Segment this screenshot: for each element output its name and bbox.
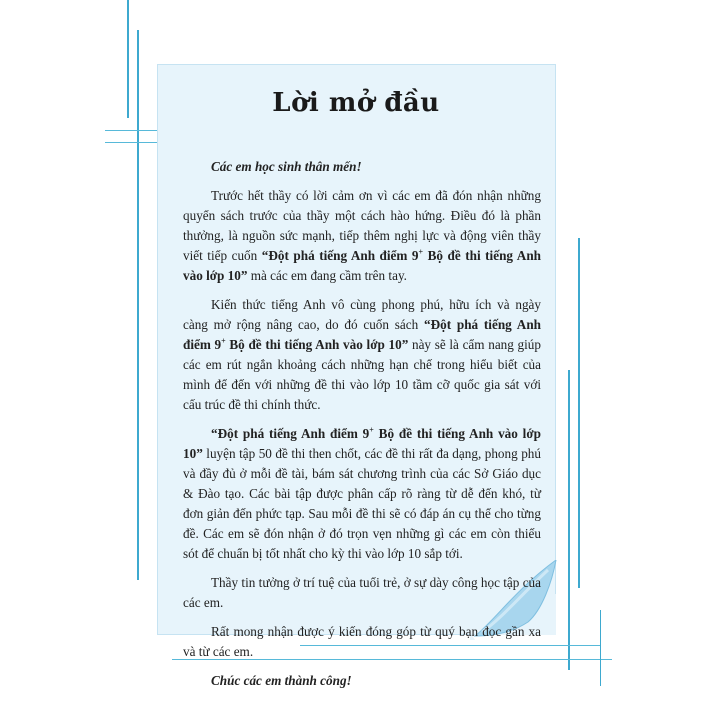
preface-body [183,157,541,700]
closing-line: Chúc các em thành công! [211,673,352,688]
paragraph-3-part-4: luyện tập 50 đề thi then chốt, các đề thi rất đa dạng, phong phú và đầy đủ ở mỗi đề tài, bám sát chương trình của các Sở Giáo dục & Đào tạo. Các bài tập được phân cấp rõ ràng từ dễ đến khó, từ đơn giản đến phức tạp. Sau mỗi đề thi sẽ có đáp án cụ thể cho từng đề. Các em sẽ đón nhận ở đó trọn vẹn những gì các em còn thiếu sót để chuẩn bị tốt nhất cho kỳ thi vào lớp 10 sắp tới. [183,446,541,561]
paragraph-2-part-5: này sẽ là cẩm nang giúp các em rút ngắn khoảng cách những hạn chế trong hiểu biết của mình để đến với những đề thi vào lớp 10 tầm cỡ quốc gia sát với cấu trúc đề thi chính thức. [183,337,541,412]
paragraph-2 [183,295,541,415]
paper-sheet-edge [555,64,556,594]
paragraph-4-part-1: Thầy tin tưởng ở trí tuệ của tuổi trẻ, ở sự dày công học tập của các em. [183,575,541,610]
salutation: Các em học sinh thân mến! [211,159,362,174]
paragraph-2-part-4: Bộ đề thi tiếng Anh vào lớp 10” [225,337,409,352]
frame-line-vertical-left-1 [127,0,129,118]
paragraph-1 [183,186,541,286]
paragraph-1-part-3: + [418,247,424,257]
paragraph-4 [183,573,541,613]
paragraph-2-part-3: + [221,336,226,346]
paragraph-5 [183,622,541,662]
paragraph-3 [183,424,541,564]
paragraph-1-part-2: “Đột phá tiếng Anh điểm 9 [261,248,419,263]
paragraph-2-part-2: “Đột phá tiếng Anh điểm 9 [183,317,541,352]
frame-line-vertical-right-2 [568,370,570,670]
paragraph-5-part-1: Rất mong nhận được ý kiến đóng góp từ quý bạn đọc gần xa và từ các em. [183,624,541,659]
paragraph-1-part-5: mà các em đang cầm trên tay. [247,268,407,283]
page-title: Lời mở đầu [272,88,440,118]
frame-line-vertical-left-2 [137,30,139,580]
frame-line-vertical-right-3 [600,610,601,686]
paragraph-1-part-4: Bộ đề thi tiếng Anh vào lớp 10” [183,248,541,283]
paragraph-1-part-1: Trước hết thầy có lời cảm ơn vì các em đã đón nhận những quyển sách trước của thầy một cách hào hứng. Điều đó là phần thưởng, là nguồn sức mạnh, tiếp thêm nghị lực và động viên thầy viết tiếp cuốn [183,188,541,263]
paragraph-3-part-3: Bộ đề thi tiếng Anh vào lớp 10” [183,426,541,461]
paragraph-3-part-1: “Đột phá tiếng Anh điểm 9 [211,426,370,441]
frame-line-vertical-right-1 [578,238,580,588]
paragraph-2-part-1: Kiến thức tiếng Anh vô cùng phong phú, hữu ích và ngày càng mở rộng nâng cao, do đó cuốn sách [183,297,541,332]
paragraph-3-part-2: + [369,425,374,435]
